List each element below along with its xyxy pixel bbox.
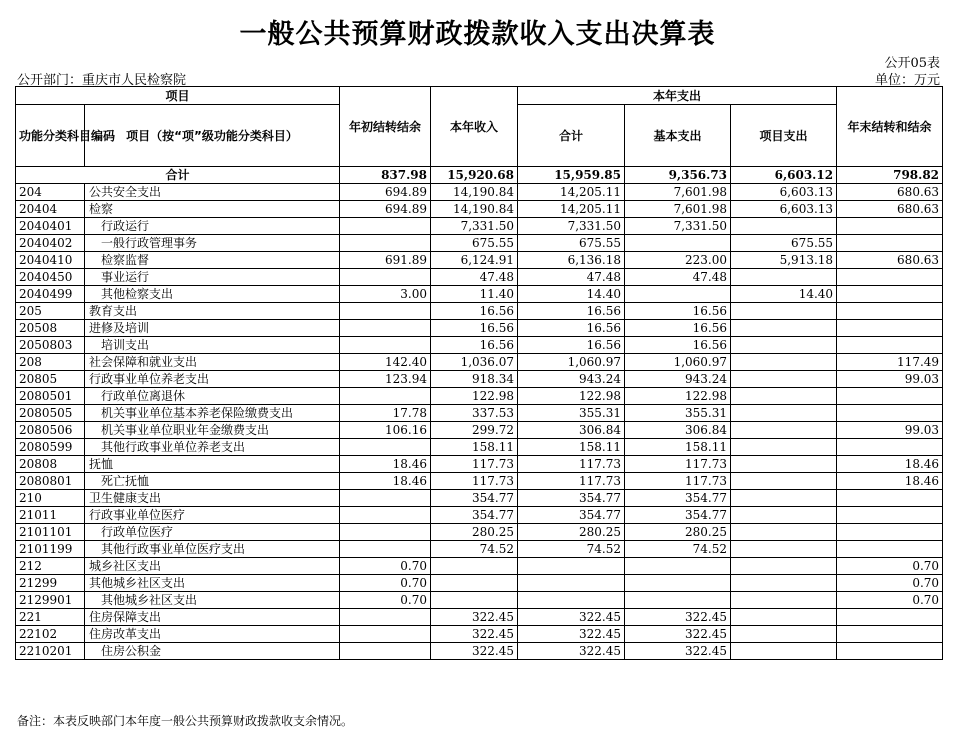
cell-code: 205	[16, 303, 85, 320]
cell-basic: 355.31	[625, 405, 731, 422]
cell-ending: 0.70	[837, 558, 943, 575]
cell-income	[431, 575, 518, 592]
cell-project	[731, 303, 837, 320]
table-row	[16, 626, 943, 643]
cell-basic: 280.25	[625, 524, 731, 541]
total-row	[16, 167, 943, 184]
cell-code: 20404	[16, 201, 85, 218]
cell-ending	[837, 626, 943, 643]
table-row	[16, 609, 943, 626]
cell-ending	[837, 303, 943, 320]
cell-beginning	[340, 235, 431, 252]
cell-project	[731, 490, 837, 507]
cell-project: 5,913.18	[731, 252, 837, 269]
cell-code: 20808	[16, 456, 85, 473]
page-title: 一般公共预算财政拨款收入支出决算表	[239, 19, 716, 50]
cell-beginning: 694.89	[340, 201, 431, 218]
cell-project	[731, 320, 837, 337]
cell-basic: 74.52	[625, 541, 731, 558]
cell-ending	[837, 643, 943, 660]
cell-basic	[625, 235, 731, 252]
cell-beginning: 18.46	[340, 456, 431, 473]
table-row	[16, 252, 943, 269]
cell-code: 2040401	[16, 218, 85, 235]
cell-code: 22102	[16, 626, 85, 643]
cell-project	[731, 388, 837, 405]
cell-ending	[837, 405, 943, 422]
cell-expense-total: 117.73	[518, 473, 625, 490]
table-row	[16, 235, 943, 252]
table-row	[16, 303, 943, 320]
cell-project	[731, 507, 837, 524]
cell-income: 354.77	[431, 507, 518, 524]
header-expense-group: 本年支出	[518, 87, 837, 105]
cell-ending: 680.63	[837, 184, 943, 201]
cell-income: 14,190.84	[431, 184, 518, 201]
cell-ending	[837, 439, 943, 456]
cell-code: 2040410	[16, 252, 85, 269]
cell-income: 918.34	[431, 371, 518, 388]
cell-name: 城乡社区支出	[85, 558, 340, 575]
table-row	[16, 422, 943, 439]
cell-income: 16.56	[431, 337, 518, 354]
table-row	[16, 558, 943, 575]
cell-project	[731, 439, 837, 456]
table-row	[16, 575, 943, 592]
cell-income: 14,190.84	[431, 201, 518, 218]
cell-expense-total: 354.77	[518, 490, 625, 507]
cell-basic: 16.56	[625, 303, 731, 320]
cell-code: 2080501	[16, 388, 85, 405]
cell-income: 11.40	[431, 286, 518, 303]
cell-income: 354.77	[431, 490, 518, 507]
cell-income: 158.11	[431, 439, 518, 456]
cell-project	[731, 575, 837, 592]
cell-project	[731, 422, 837, 439]
cell-income: 322.45	[431, 643, 518, 660]
table-row	[16, 456, 943, 473]
cell-name: 其他行政事业单位医疗支出	[85, 541, 340, 558]
cell-beginning: 3.00	[340, 286, 431, 303]
cell-basic: 158.11	[625, 439, 731, 456]
cell-ending: 99.03	[837, 422, 943, 439]
table-row	[16, 524, 943, 541]
header-beginning-balance: 年初结转结余	[340, 87, 431, 167]
cell-basic: 223.00	[625, 252, 731, 269]
cell-name: 行政事业单位养老支出	[85, 371, 340, 388]
cell-basic	[625, 592, 731, 609]
total-label: 合计	[16, 167, 340, 184]
cell-ending	[837, 235, 943, 252]
cell-income: 6,124.91	[431, 252, 518, 269]
cell-name: 机关事业单位职业年金缴费支出	[85, 422, 340, 439]
cell-ending: 680.63	[837, 252, 943, 269]
cell-name: 其他城乡社区支出	[85, 575, 340, 592]
table-row	[16, 201, 943, 218]
header-code: 功能分类科目编码	[16, 105, 85, 167]
cell-expense-total: 322.45	[518, 643, 625, 660]
cell-basic: 47.48	[625, 269, 731, 286]
cell-basic: 306.84	[625, 422, 731, 439]
cell-basic: 354.77	[625, 490, 731, 507]
cell-name: 住房改革支出	[85, 626, 340, 643]
cell-income: 117.73	[431, 473, 518, 490]
cell-basic: 7,601.98	[625, 201, 731, 218]
cell-expense-total: 47.48	[518, 269, 625, 286]
cell-expense-total: 322.45	[518, 609, 625, 626]
cell-beginning	[340, 439, 431, 456]
table-row	[16, 507, 943, 524]
cell-beginning	[340, 626, 431, 643]
cell-name: 检察监督	[85, 252, 340, 269]
cell-income: 7,331.50	[431, 218, 518, 235]
cell-income	[431, 592, 518, 609]
cell-name: 其他行政事业单位养老支出	[85, 439, 340, 456]
cell-income: 16.56	[431, 320, 518, 337]
table-row	[16, 320, 943, 337]
cell-beginning	[340, 269, 431, 286]
table-row	[16, 371, 943, 388]
table-row	[16, 643, 943, 660]
cell-expense-total: 355.31	[518, 405, 625, 422]
cell-expense-total: 14,205.11	[518, 201, 625, 218]
total-beginning: 837.98	[340, 167, 431, 184]
cell-code: 2040499	[16, 286, 85, 303]
cell-ending: 117.49	[837, 354, 943, 371]
cell-basic: 354.77	[625, 507, 731, 524]
cell-code: 2210201	[16, 643, 85, 660]
cell-income: 16.56	[431, 303, 518, 320]
cell-ending	[837, 541, 943, 558]
cell-income: 337.53	[431, 405, 518, 422]
cell-code: 21011	[16, 507, 85, 524]
cell-beginning	[340, 303, 431, 320]
cell-beginning	[340, 388, 431, 405]
cell-ending: 0.70	[837, 592, 943, 609]
cell-expense-total: 14,205.11	[518, 184, 625, 201]
cell-income: 280.25	[431, 524, 518, 541]
cell-code: 204	[16, 184, 85, 201]
table-row	[16, 405, 943, 422]
budget-table	[15, 86, 943, 660]
table-row	[16, 184, 943, 201]
cell-ending	[837, 269, 943, 286]
cell-expense-total: 1,060.97	[518, 354, 625, 371]
cell-project	[731, 643, 837, 660]
cell-project	[731, 626, 837, 643]
cell-code: 2080505	[16, 405, 85, 422]
cell-income: 675.55	[431, 235, 518, 252]
header-ending-balance: 年末结转和结余	[837, 87, 943, 167]
cell-income: 322.45	[431, 609, 518, 626]
cell-name: 住房公积金	[85, 643, 340, 660]
cell-ending	[837, 218, 943, 235]
cell-beginning: 18.46	[340, 473, 431, 490]
cell-beginning	[340, 524, 431, 541]
header-expense-total: 合计	[518, 105, 625, 167]
cell-basic: 16.56	[625, 320, 731, 337]
table-row	[16, 388, 943, 405]
cell-expense-total	[518, 575, 625, 592]
cell-expense-total: 322.45	[518, 626, 625, 643]
cell-beginning: 0.70	[340, 558, 431, 575]
cell-project: 6,603.13	[731, 184, 837, 201]
cell-name: 一般行政管理事务	[85, 235, 340, 252]
header-income: 本年收入	[431, 87, 518, 167]
cell-income: 299.72	[431, 422, 518, 439]
cell-name: 事业运行	[85, 269, 340, 286]
cell-expense-total: 158.11	[518, 439, 625, 456]
cell-name: 行政事业单位医疗	[85, 507, 340, 524]
cell-project: 675.55	[731, 235, 837, 252]
cell-expense-total: 14.40	[518, 286, 625, 303]
cell-ending: 0.70	[837, 575, 943, 592]
cell-basic: 322.45	[625, 609, 731, 626]
cell-code: 20508	[16, 320, 85, 337]
cell-beginning: 106.16	[340, 422, 431, 439]
cell-ending	[837, 524, 943, 541]
cell-beginning	[340, 507, 431, 524]
cell-name: 卫生健康支出	[85, 490, 340, 507]
cell-basic: 1,060.97	[625, 354, 731, 371]
cell-income: 322.45	[431, 626, 518, 643]
cell-project	[731, 609, 837, 626]
cell-name: 行政单位离退休	[85, 388, 340, 405]
cell-beginning: 123.94	[340, 371, 431, 388]
cell-expense-total: 16.56	[518, 320, 625, 337]
table-row	[16, 490, 943, 507]
cell-ending: 99.03	[837, 371, 943, 388]
cell-beginning	[340, 541, 431, 558]
cell-code: 2050803	[16, 337, 85, 354]
cell-expense-total: 117.73	[518, 456, 625, 473]
cell-expense-total: 6,136.18	[518, 252, 625, 269]
cell-ending	[837, 320, 943, 337]
table-row	[16, 337, 943, 354]
cell-code: 2040402	[16, 235, 85, 252]
header-basic-expense: 基本支出	[625, 105, 731, 167]
cell-code: 212	[16, 558, 85, 575]
cell-basic: 117.73	[625, 473, 731, 490]
total-project: 6,603.12	[731, 167, 837, 184]
cell-expense-total: 74.52	[518, 541, 625, 558]
cell-basic: 117.73	[625, 456, 731, 473]
cell-ending: 680.63	[837, 201, 943, 218]
cell-ending: 18.46	[837, 456, 943, 473]
cell-expense-total	[518, 592, 625, 609]
table-row	[16, 218, 943, 235]
cell-name: 抚恤	[85, 456, 340, 473]
cell-basic	[625, 558, 731, 575]
cell-income: 117.73	[431, 456, 518, 473]
cell-beginning	[340, 320, 431, 337]
cell-code: 221	[16, 609, 85, 626]
cell-basic: 7,331.50	[625, 218, 731, 235]
cell-expense-total: 280.25	[518, 524, 625, 541]
cell-expense-total: 306.84	[518, 422, 625, 439]
cell-name: 死亡抚恤	[85, 473, 340, 490]
cell-expense-total: 943.24	[518, 371, 625, 388]
table-row	[16, 541, 943, 558]
table-row	[16, 439, 943, 456]
cell-ending	[837, 507, 943, 524]
cell-beginning	[340, 490, 431, 507]
cell-code: 210	[16, 490, 85, 507]
cell-name: 检察	[85, 201, 340, 218]
cell-ending: 18.46	[837, 473, 943, 490]
cell-basic	[625, 575, 731, 592]
cell-ending	[837, 337, 943, 354]
cell-name: 进修及培训	[85, 320, 340, 337]
cell-basic: 16.56	[625, 337, 731, 354]
table-row	[16, 473, 943, 490]
cell-expense-total: 122.98	[518, 388, 625, 405]
cell-name: 其他检察支出	[85, 286, 340, 303]
cell-project	[731, 371, 837, 388]
header-name: 项目（按“项”级功能分类科目）	[85, 105, 340, 167]
cell-expense-total: 7,331.50	[518, 218, 625, 235]
cell-name: 社会保障和就业支出	[85, 354, 340, 371]
cell-code: 2080599	[16, 439, 85, 456]
cell-project	[731, 405, 837, 422]
cell-project	[731, 269, 837, 286]
cell-code: 2040450	[16, 269, 85, 286]
table-row	[16, 592, 943, 609]
cell-beginning: 0.70	[340, 575, 431, 592]
cell-beginning: 691.89	[340, 252, 431, 269]
cell-project	[731, 558, 837, 575]
cell-income: 47.48	[431, 269, 518, 286]
cell-code: 2080506	[16, 422, 85, 439]
cell-expense-total: 354.77	[518, 507, 625, 524]
cell-basic: 322.45	[625, 643, 731, 660]
cell-beginning	[340, 643, 431, 660]
cell-basic: 122.98	[625, 388, 731, 405]
cell-ending	[837, 609, 943, 626]
cell-basic: 7,601.98	[625, 184, 731, 201]
cell-project	[731, 524, 837, 541]
cell-code: 2129901	[16, 592, 85, 609]
cell-income: 74.52	[431, 541, 518, 558]
cell-project	[731, 541, 837, 558]
cell-name: 行政运行	[85, 218, 340, 235]
cell-project: 14.40	[731, 286, 837, 303]
cell-beginning: 0.70	[340, 592, 431, 609]
total-expense: 15,959.85	[518, 167, 625, 184]
cell-expense-total: 675.55	[518, 235, 625, 252]
cell-ending	[837, 490, 943, 507]
total-ending: 798.82	[837, 167, 943, 184]
cell-project	[731, 354, 837, 371]
cell-beginning	[340, 218, 431, 235]
cell-expense-total	[518, 558, 625, 575]
cell-name: 机关事业单位基本养老保险缴费支出	[85, 405, 340, 422]
department-label: 公开部门：重庆市人民检察院	[17, 73, 187, 88]
table-row	[16, 286, 943, 303]
table-row	[16, 269, 943, 286]
cell-code: 21299	[16, 575, 85, 592]
header-project-expense: 项目支出	[731, 105, 837, 167]
cell-name: 教育支出	[85, 303, 340, 320]
cell-beginning	[340, 337, 431, 354]
cell-name: 其他城乡社区支出	[85, 592, 340, 609]
cell-basic	[625, 286, 731, 303]
cell-project	[731, 218, 837, 235]
total-income: 15,920.68	[431, 167, 518, 184]
cell-project: 6,603.13	[731, 201, 837, 218]
cell-name: 培训支出	[85, 337, 340, 354]
cell-income: 1,036.07	[431, 354, 518, 371]
unit-label: 单位：万元	[874, 73, 940, 88]
cell-income	[431, 558, 518, 575]
cell-project	[731, 456, 837, 473]
cell-expense-total: 16.56	[518, 337, 625, 354]
cell-ending	[837, 388, 943, 405]
cell-code: 208	[16, 354, 85, 371]
cell-name: 行政单位医疗	[85, 524, 340, 541]
cell-code: 2101101	[16, 524, 85, 541]
cell-ending	[837, 286, 943, 303]
cell-income: 122.98	[431, 388, 518, 405]
cell-project	[731, 473, 837, 490]
cell-basic: 322.45	[625, 626, 731, 643]
header-item-group: 项目	[16, 87, 340, 105]
cell-basic: 943.24	[625, 371, 731, 388]
form-number: 公开05表	[884, 56, 940, 71]
cell-code: 2080801	[16, 473, 85, 490]
cell-name: 公共安全支出	[85, 184, 340, 201]
cell-project	[731, 592, 837, 609]
cell-project	[731, 337, 837, 354]
footnote: 备注：本表反映部门本年度一般公共预算财政拨款收支余情况。	[17, 714, 354, 728]
total-basic: 9,356.73	[625, 167, 731, 184]
cell-beginning	[340, 609, 431, 626]
cell-code: 2101199	[16, 541, 85, 558]
cell-code: 20805	[16, 371, 85, 388]
cell-beginning: 694.89	[340, 184, 431, 201]
cell-beginning: 142.40	[340, 354, 431, 371]
cell-name: 住房保障支出	[85, 609, 340, 626]
cell-expense-total: 16.56	[518, 303, 625, 320]
table-row	[16, 354, 943, 371]
cell-beginning: 17.78	[340, 405, 431, 422]
